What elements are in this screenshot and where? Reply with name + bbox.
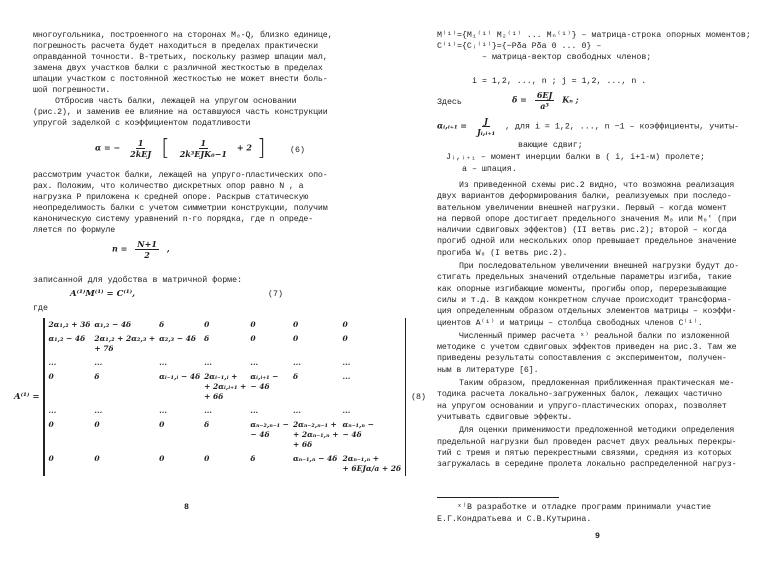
footnote-line: Е.Г.Кондратьева и С.В.Кутырина. [437,515,592,524]
text-line: рах. Положим, что количество дискретных опор равно N , а [33,182,304,191]
paragraph [437,378,739,423]
bracket-open: [ [161,136,170,161]
matrix-cell: 2α₁,₂ + 2α₂,₃ + + 7δ [94,334,156,353]
matrix-cell: 0 [204,320,210,329]
text-line: замена двух участков балки с различной жесткостью в пределах [33,64,323,73]
matrix-cell: 0 [159,420,165,429]
matrix-cell: δ [250,454,256,463]
denominator: a³ [540,101,549,111]
text-line: тий с тремя и пятью перекрестными связями, средняя из которых [437,448,732,458]
text-line: учитывать сдвиговые эффекты. [437,412,573,422]
matrix-cell: ... [204,358,212,367]
text-line: на упругом основании и упруго-пластических опорах, позволяет [437,401,727,411]
footnote-separator [437,497,559,498]
text-line: стигать предельных значений отдельные параметры изгиба, такие [437,273,732,283]
equation-label: (7) [268,290,283,299]
page-number: 9 [595,532,600,541]
matrix-row [46,418,403,452]
text-line: Для оценки применимости предложенной методики определения [459,426,735,436]
matrix-cell: ... [292,358,301,367]
paragraph [437,180,739,259]
matrix-cell: ... [159,358,167,367]
text-line: Отбросив часть балки, лежащей на упругом основании [55,97,297,106]
text-line: тодика расчета локально-загруженных балок, лежащих частично [437,390,722,400]
numerator: 1 [200,138,207,148]
paragraph [33,96,328,129]
matrix-cell: ... [250,358,259,367]
text-line: погрешность расчета будет находиться в пределах практически [33,42,318,51]
matrix-cell: 0 [94,454,100,463]
denominator: Jᵢ,ᵢ₊₁ [476,127,496,137]
matrix-cell: δ [292,372,298,381]
text-line: шой погрешности. [33,86,111,95]
matrix-row [46,356,403,370]
formula-tail: Kₙ ; [562,94,579,105]
formula-tail: , [166,243,170,254]
matrix-cell: δ [94,372,100,381]
right-body [437,180,739,472]
equation-label: (6) [290,146,305,155]
matrix-cell: 0 [204,454,210,463]
matrix-cell: αₙ₋₁,ₙ − − 4δ [342,420,374,439]
text-line: методике с учетом сдвиговых эффектов приведен на рис.3. Там же [437,343,737,353]
matrix-cell: 0 [292,334,299,343]
matrix-cell: αᵢ,ᵢ₊₁ − − 4δ [250,372,279,391]
matrix-cell: αᵢ₋₁,ᵢ − 4δ [159,372,201,381]
text-line: вательном увеличении внешней нагрузки. Первый – когда момент [437,203,727,213]
text-line: прогиба W₀ (I ветвь рис.2). [437,248,568,258]
matrix-lhs: A⁽¹⁾ = [14,392,40,402]
matrix-cell: ... [342,372,351,381]
matrix-cell: 0 [250,334,256,343]
text-line: предельной нагрузки был проведен расчет двух реальных перекры- [437,437,737,447]
formula-lhs: α = − [95,142,121,153]
matrix-a [14,318,426,476]
matrix-cell: 2αᵢ₋₁,ᵢ + + 2αᵢ,ᵢ₊₁ + + 6δ [204,372,247,401]
text-line: ция определенным образом отдельных элементов матрицы – коэффи- [437,307,737,317]
denominator: 2 [144,250,150,260]
matrix-row [46,404,403,418]
numerator: N+1 [137,239,157,249]
delta-formula [512,90,579,111]
matrix-cell: ... [292,406,301,415]
text-line: прогиб одной или нескольких опор превышает предельное значение [437,237,737,247]
formula-lhs: n = [112,243,128,254]
matrix-row [46,452,403,476]
fraction [178,138,229,159]
matrix-cell: ... [250,406,259,415]
matrix-cell: δ [159,320,165,329]
text-line: Численный пример расчета ˣ⁾ реальной балки по изложенной [459,331,730,341]
matrix-cell: 0 [94,420,100,429]
paragraph [33,170,328,236]
text-line: на первой опоре достигает предельного значения M₀ или M₀′ (при [437,214,737,224]
bracket-close: ] [256,136,266,161]
paragraph [437,331,739,376]
paragraph [437,261,739,329]
m-definition: M⁽¹⁾={M₁⁽¹⁾ M₂⁽¹⁾ ... Mₙ⁽¹⁾} – матрица-строка опорных моментов; [437,31,751,40]
text-line: наличии сдвиговых эффектов) (II ветвь рис.2); второй – когда [437,226,727,236]
matrix-row [46,370,403,404]
matrix-cell: 0 [342,320,348,329]
paragraph [33,30,332,96]
matrix-cell: α₂,₃ − 4δ [159,334,196,343]
text-line: загружалась в середине пролета локально распределенной нагруз- [437,460,737,470]
matrix-cell: δ [204,420,210,429]
matrix-cell: 0 [48,420,54,429]
matrix-cell: ... [48,358,57,367]
formula-7: A⁽¹⁾M⁽¹⁾ = C⁽¹⁾, [70,289,136,299]
alpha-text: , для i = 1,2, ..., n −1 – коэффициенты, учиты- [505,122,740,132]
a-definition: a – шпация. [462,165,517,174]
paragraph [437,425,739,470]
fraction [535,90,554,111]
equation-label: (8) [411,392,426,402]
text-line: шпации участком с постоянной жесткостью не может внести боль- [33,75,328,84]
matrix-cell: 2αₙ₋₁,ₙ + + 6EJα/a + 2δ [342,454,401,473]
text-line: как опорные изгибающие моменты, прогибы опор, перерезывающие [437,284,727,294]
text-line: оправданной точности. В-третьих, поскольку размер шпации мал, [33,53,328,62]
matrix-cell: α₁,₂ − 4δ [48,334,86,343]
matrix-row [46,332,403,356]
text-line: Из приведенной схемы рис.2 видно, что возможна реализация [459,181,735,190]
numerator: 1 [137,138,144,148]
text-line: упругой заделкой с коэффициентом податливости [33,119,251,128]
fraction [135,239,159,260]
text-line: где [33,304,48,313]
matrix-cell: ... [94,358,103,367]
text-line: нагрузка P приложена к средней опоре. Раскрыв статическую [33,193,309,202]
matrix-cell: ... [94,406,103,415]
matrix-cell: ... [204,406,212,415]
numerator: J [484,116,488,126]
text-line: записанной для удобства в матричной форме: [33,276,243,285]
c-definition: C⁽¹⁾={Cᵢ⁽¹⁾}={−Pδa Pδa 0 ... 0} – [437,42,602,51]
matrix-cell: 2αₙ₋₂,ₙ₋₁ + + 2αₙ₋₁,ₙ + + 6δ [292,420,339,449]
text-line: неопределимость балки с учетом симметрии конструкции, получим [33,204,328,213]
alpha-definition [437,116,739,137]
matrix-cell: α₁,₂ − 4δ [94,320,132,329]
matrix-cell: 0 [250,320,256,329]
matrix-cell: ... [342,406,351,415]
text-line: При последовательном увеличении внешней нагрузки будут до- [459,262,740,272]
text-line: ным в литературе [6]. [437,365,539,375]
here-label: Здесь [437,98,462,107]
matrix-cell: 0 [48,454,54,463]
denominator: 2k³EJK₀−1 [179,149,227,159]
matrix-cell: δ [204,334,210,343]
text-line: многоугольника, построенного на сторонах M₀-Q, близко единице, [33,31,333,40]
matrix-cells [46,318,403,476]
matrix-bracket-right [405,318,407,476]
footnote-line: ˣ⁾В разработке и отладке программ принимали участие [457,503,711,512]
matrix-cell: 0 [159,454,165,463]
matrix-cell: αₙ₋₁,ₙ − 4δ [292,454,338,463]
text-line: Таким образом, предложенная приближенная практическая ме- [459,379,735,389]
text-line: силы и т.д. В каждом конкретном случае происходит трансформа- [437,295,732,305]
formula-n [112,239,170,260]
formula-tail: + 2 [236,142,252,153]
formula-lhs: αᵢ,ᵢ₊₁ = [437,120,467,131]
matrix-cell: 2α₁,₂ + 3δ [48,320,91,329]
matrix-cell: ... [342,358,351,367]
fraction [475,116,497,137]
text-line: (рис.2), и заменив ее влияние на оставшуюся часть конструкции [33,108,328,117]
text-line: циентов A⁽¹⁾ и матрицы – столбца свободных членов C⁽¹⁾. [437,318,703,328]
numerator: 6EJ [536,90,553,100]
matrix-body [43,318,406,476]
index-line: i = 1,2, ..., n ; j = 1,2, ..., n . [472,77,647,86]
matrix-cell: 0 [342,334,348,343]
formula-lhs: δ = [512,94,527,105]
matrix-cell: αₙ₋₂,ₙ₋₁ − − 4δ [250,420,289,439]
matrix-cell: 0 [48,372,54,381]
j-definition: Jᵢ,ᵢ₊₁ – момент инерции балки в ( i, i+1-м) пролете; [446,153,705,162]
text-line: приведены результаты сопоставления с экспериментом, получен- [437,354,727,364]
text-line: рассмотрим участок балки, лежащей на упруго-пластических опо- [33,171,328,180]
matrix-bracket-left [43,318,45,476]
matrix-cell: ... [159,406,167,415]
alpha-definition-cont: вающие сдвиг; [518,141,583,150]
text-line: ляется по формуле [33,226,116,235]
matrix-row [46,318,403,332]
text-line: двух вариантов деформирования балки, реализуемых при последо- [437,192,732,202]
formula-6 [95,136,266,161]
text-line: каноническую систему уравнений n-го порядка, где n опреде- [33,215,314,224]
fraction [128,138,153,159]
matrix-cell: 0 [292,320,299,329]
matrix-cell: ... [48,406,57,415]
denominator: 2kEJ [130,149,152,159]
page-number: 8 [184,503,189,512]
c-definition-cont: – матрица-вектор свободных членов; [482,53,652,62]
